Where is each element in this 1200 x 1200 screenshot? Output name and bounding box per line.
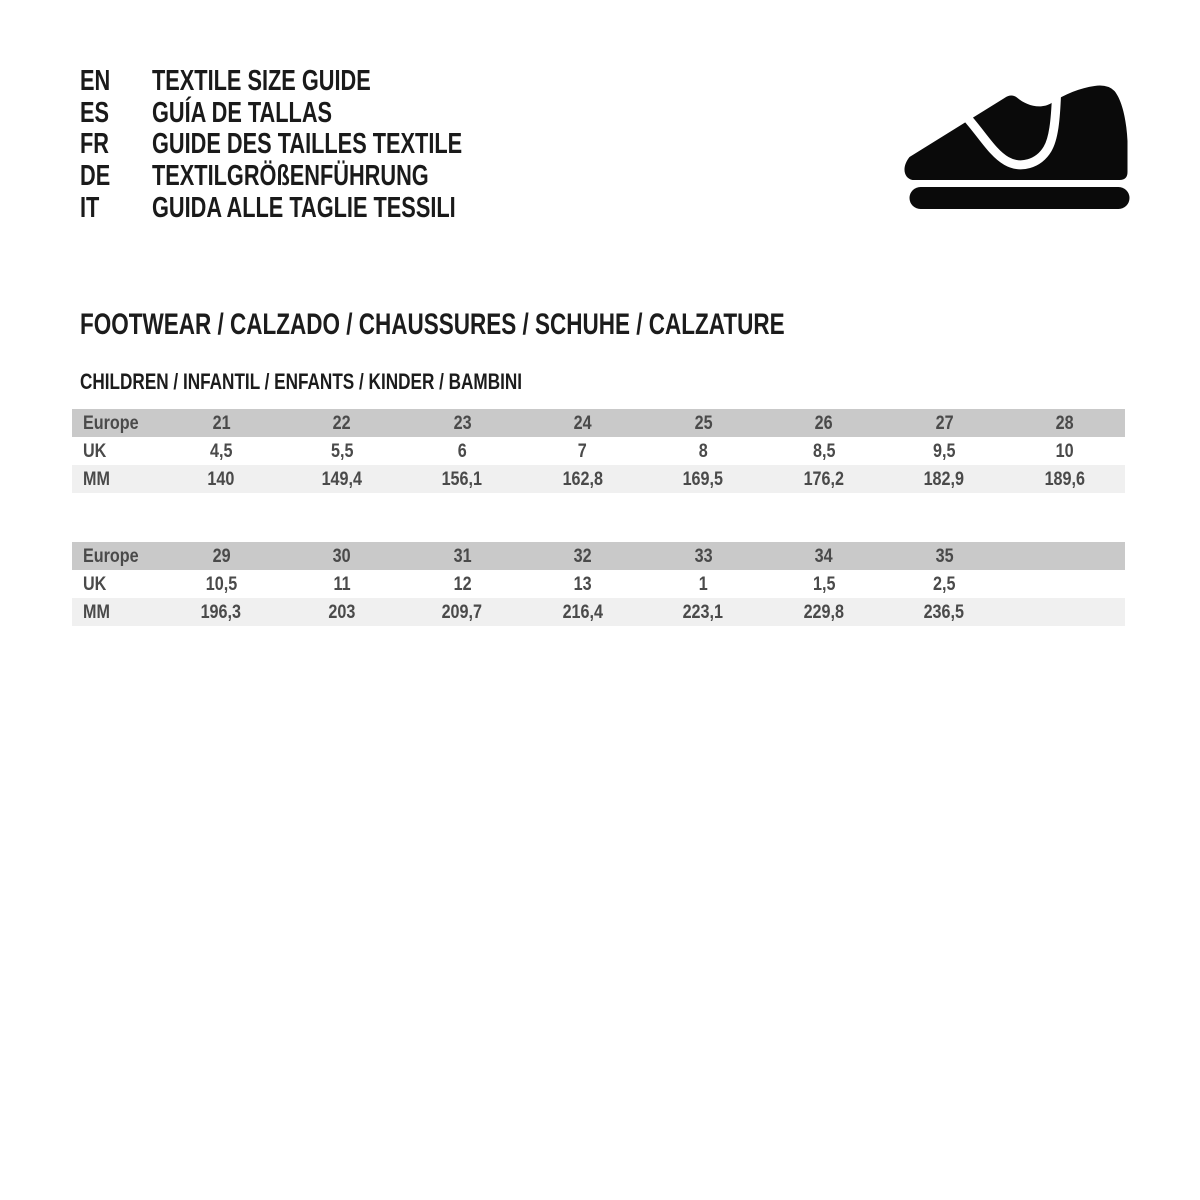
size-cell: 35 [935, 545, 954, 567]
table-row-uk [72, 570, 1125, 598]
size-cell: 176,2 [803, 468, 844, 490]
language-code: FR [80, 128, 110, 161]
size-cell: 229,8 [803, 601, 844, 623]
row-label: MM [83, 468, 110, 490]
size-cell: 7 [578, 440, 588, 462]
language-code: ES [80, 96, 110, 129]
section-title-text: FOOTWEAR / CALZADO / CHAUSSURES / SCHUHE / CALZATURE [80, 308, 785, 341]
size-cell: 10 [1055, 440, 1074, 462]
size-cell: 216,4 [562, 601, 603, 623]
table-row-europe [72, 542, 1125, 570]
table-row-uk [72, 437, 1125, 465]
size-cell: 28 [1055, 412, 1074, 434]
size-cell: 9,5 [933, 440, 956, 462]
row-label: Europe [83, 545, 139, 567]
size-cell: 1,5 [812, 573, 835, 595]
size-cell: 223,1 [683, 601, 724, 623]
size-cell: 149,4 [321, 468, 362, 490]
size-cell: 156,1 [442, 468, 483, 490]
size-cell: 5,5 [330, 440, 353, 462]
size-cell: 182,9 [924, 468, 965, 490]
size-cell: 33 [694, 545, 713, 567]
size-cell: 1 [698, 573, 708, 595]
size-cell: 209,7 [442, 601, 483, 623]
size-cell: 27 [935, 412, 954, 434]
size-cell: 6 [457, 440, 467, 462]
language-code: DE [80, 160, 111, 193]
size-cell: 8,5 [812, 440, 835, 462]
size-cell: 31 [453, 545, 472, 567]
table-row-mm [72, 465, 1125, 493]
section-title [80, 310, 1019, 340]
size-cell: 23 [453, 412, 472, 434]
table-row-mm [72, 598, 1125, 626]
language-row-it [80, 192, 566, 224]
size-cell: 34 [814, 545, 833, 567]
language-row-en [80, 66, 566, 98]
size-cell: 24 [573, 412, 592, 434]
language-title: TEXTILGRÖßENFÜHRUNG [152, 160, 429, 193]
children-size-table-2 [72, 542, 1125, 626]
size-cell: 26 [814, 412, 833, 434]
size-cell: 236,5 [924, 601, 965, 623]
section-subtitle-text: CHILDREN / INFANTIL / ENFANTS / KINDER / BAMBINI [80, 369, 523, 394]
size-cell: 32 [573, 545, 592, 567]
language-title: GUIDE DES TAILLES TEXTILE [152, 128, 463, 161]
language-title: GUÍA DE TALLAS [152, 96, 333, 129]
size-cell: 4,5 [210, 440, 233, 462]
row-label: Europe [83, 412, 139, 434]
size-cell: 25 [694, 412, 713, 434]
size-cell: 29 [212, 545, 231, 567]
size-cell: 169,5 [683, 468, 724, 490]
size-cell: 203 [328, 601, 356, 623]
size-cell: 12 [453, 573, 472, 595]
language-title: TEXTILE SIZE GUIDE [152, 65, 371, 98]
section-subtitle [80, 371, 647, 393]
size-cell: 140 [207, 468, 235, 490]
children-size-table-1 [72, 409, 1125, 493]
language-row-de [80, 161, 566, 193]
language-title: GUIDA ALLE TAGLIE TESSILI [152, 191, 456, 224]
size-cell: 22 [332, 412, 351, 434]
size-cell: 30 [332, 545, 351, 567]
table-row-europe [72, 409, 1125, 437]
size-cell: 162,8 [562, 468, 603, 490]
children-shoe-icon [894, 83, 1140, 213]
row-label: UK [83, 573, 107, 595]
size-cell: 21 [212, 412, 231, 434]
size-cell: 196,3 [201, 601, 242, 623]
language-row-es [80, 98, 566, 130]
size-cell: 13 [573, 573, 592, 595]
size-cell: 11 [333, 573, 351, 595]
size-cell: 8 [698, 440, 708, 462]
language-code: EN [80, 65, 111, 98]
language-code: IT [80, 191, 100, 224]
language-row-fr [80, 129, 566, 161]
size-cell: 189,6 [1044, 468, 1085, 490]
row-label: MM [83, 601, 110, 623]
row-label: UK [83, 440, 107, 462]
size-cell: 10,5 [205, 573, 237, 595]
size-cell: 2,5 [933, 573, 956, 595]
language-list [80, 66, 566, 224]
